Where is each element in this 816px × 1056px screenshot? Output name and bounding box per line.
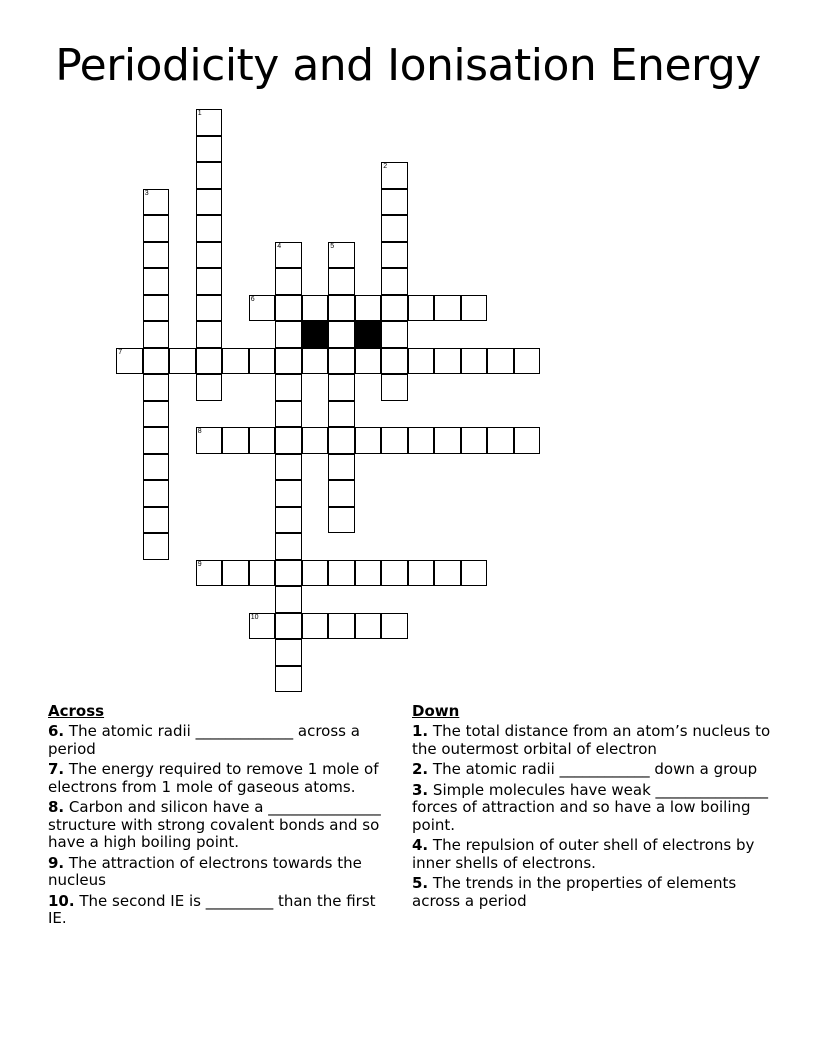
clue-number: 9. (48, 853, 65, 872)
grid-cell[interactable] (169, 348, 196, 375)
grid-cell[interactable] (355, 560, 382, 587)
grid-cell[interactable] (487, 427, 514, 454)
grid-cell[interactable] (408, 427, 435, 454)
across-clues (48, 702, 398, 931)
clue-across-6 (48, 723, 398, 758)
clue-number-label: 6 (250, 295, 255, 303)
grid-cell[interactable] (275, 242, 302, 269)
clue-number: 3. (412, 780, 429, 799)
grid-cell[interactable] (196, 189, 223, 216)
grid-cell[interactable] (514, 427, 541, 454)
clue-number: 7. (48, 760, 65, 778)
grid-cell[interactable] (275, 321, 302, 348)
grid-cell[interactable] (196, 215, 223, 242)
clue-number-label: 9 (197, 560, 202, 568)
clue-down-3 (412, 782, 772, 835)
clue-text: Carbon and silicon have a _______________ structure with strong covalent bonds and so have a high boiling point. (48, 798, 381, 851)
grid-cell[interactable] (222, 427, 249, 454)
down-heading: Down (412, 702, 460, 720)
grid-cell[interactable] (381, 348, 408, 375)
grid-cell[interactable] (143, 401, 170, 428)
grid-cell[interactable] (196, 560, 223, 587)
grid-cell[interactable] (249, 427, 276, 454)
grid-cell[interactable] (461, 560, 488, 587)
clue-number: 10. (48, 891, 75, 910)
clue-down-5 (412, 875, 772, 910)
grid-cell[interactable] (302, 348, 329, 375)
grid-cell[interactable] (275, 613, 302, 640)
grid-cell[interactable] (249, 348, 276, 375)
grid-cell[interactable] (328, 560, 355, 587)
grid-cell[interactable] (355, 295, 382, 322)
grid-cell[interactable] (302, 295, 329, 322)
clue-text: The trends in the properties of elements across a period (412, 874, 737, 910)
clue-text: The total distance from an atom’s nucleus to the outermost orbital of electron (412, 722, 771, 758)
grid-cell[interactable] (328, 268, 355, 295)
grid-cell[interactable] (196, 242, 223, 269)
grid-cell[interactable] (381, 215, 408, 242)
grid-cell[interactable] (249, 295, 276, 322)
grid-cell[interactable] (143, 427, 170, 454)
grid-cell[interactable] (275, 268, 302, 295)
grid-cell[interactable] (302, 427, 329, 454)
grid-cell[interactable] (196, 162, 223, 189)
grid-cell[interactable] (275, 427, 302, 454)
grid-cell[interactable] (143, 295, 170, 322)
grid-cell[interactable] (143, 242, 170, 269)
clue-down-2 (412, 761, 772, 779)
grid-cell[interactable] (434, 560, 461, 587)
clue-number: 2. (412, 760, 429, 778)
grid-cell[interactable] (381, 268, 408, 295)
clue-number: 8. (48, 798, 65, 816)
grid-cell[interactable] (116, 348, 143, 375)
clue-across-9 (48, 855, 398, 890)
grid-cell[interactable] (275, 401, 302, 428)
clue-number-label: 7 (118, 348, 123, 356)
clue-across-8 (48, 799, 398, 852)
grid-cell[interactable] (249, 560, 276, 587)
down-clues (412, 702, 772, 913)
grid-cell[interactable] (196, 427, 223, 454)
grid-cell[interactable] (408, 560, 435, 587)
grid-cell[interactable] (143, 454, 170, 481)
grid-cell[interactable] (196, 321, 223, 348)
clue-number-label: 2 (383, 163, 388, 171)
grid-cell[interactable] (514, 348, 541, 375)
clue-number-label: 5 (330, 242, 335, 250)
grid-cell[interactable] (302, 560, 329, 587)
grid-cell[interactable] (408, 295, 435, 322)
grid-cell[interactable] (461, 295, 488, 322)
clue-number: 4. (412, 836, 429, 854)
grid-cell[interactable] (328, 427, 355, 454)
clue-number: 5. (412, 874, 429, 892)
grid-cell[interactable] (143, 480, 170, 507)
grid-cell[interactable] (302, 613, 329, 640)
grid-cell[interactable] (249, 613, 276, 640)
clue-down-4 (412, 837, 772, 872)
clue-down-1 (412, 723, 772, 758)
grid-cell[interactable] (196, 348, 223, 375)
grid-cell[interactable] (328, 507, 355, 534)
grid-cell[interactable] (328, 401, 355, 428)
clue-text: The energy required to remove 1 mole of electrons from 1 mole of gaseous atoms. (48, 760, 379, 796)
grid-cell[interactable] (143, 507, 170, 534)
grid-cell[interactable] (143, 268, 170, 295)
grid-cell[interactable] (275, 560, 302, 587)
grid-cell[interactable] (381, 242, 408, 269)
clue-text: The atomic radii ____________ down a group (432, 760, 758, 778)
clue-text: The second IE is _________ than the first IE. (48, 891, 376, 927)
black-cell (302, 321, 329, 348)
grid-cell[interactable] (328, 613, 355, 640)
clue-number-label: 4 (277, 242, 282, 250)
grid-cell[interactable] (275, 586, 302, 613)
grid-cell[interactable] (434, 295, 461, 322)
clue-number-label: 8 (197, 428, 202, 436)
grid-cell[interactable] (381, 560, 408, 587)
grid-cell[interactable] (275, 507, 302, 534)
grid-cell[interactable] (143, 215, 170, 242)
grid-cell[interactable] (196, 109, 223, 136)
grid-cell[interactable] (328, 348, 355, 375)
grid-cell[interactable] (275, 666, 302, 693)
grid-cell[interactable] (275, 348, 302, 375)
grid-cell[interactable] (275, 374, 302, 401)
grid-cell[interactable] (275, 454, 302, 481)
grid-cell[interactable] (222, 348, 249, 375)
clue-text: The atomic radii _____________ across a period (48, 722, 360, 758)
clue-number-label: 1 (197, 110, 202, 118)
grid-cell[interactable] (196, 295, 223, 322)
grid-cell[interactable] (275, 480, 302, 507)
grid-cell[interactable] (328, 321, 355, 348)
grid-cell[interactable] (328, 454, 355, 481)
grid-cell[interactable] (487, 348, 514, 375)
clue-across-10 (48, 893, 398, 928)
black-cell (355, 321, 382, 348)
grid-cell[interactable] (461, 348, 488, 375)
grid-cell[interactable] (355, 348, 382, 375)
grid-cell[interactable] (196, 374, 223, 401)
clue-number-label: 3 (144, 189, 149, 197)
clue-number: 1. (412, 722, 429, 740)
grid-cell[interactable] (434, 427, 461, 454)
across-heading: Across (48, 702, 105, 720)
grid-cell[interactable] (381, 321, 408, 348)
grid-cell[interactable] (355, 613, 382, 640)
grid-cell[interactable] (143, 374, 170, 401)
clue-text: The attraction of electrons towards the nucleus (48, 853, 362, 889)
grid-cell[interactable] (275, 295, 302, 322)
grid-cell[interactable] (328, 480, 355, 507)
grid-cell[interactable] (143, 533, 170, 560)
clue-text: The repulsion of outer shell of electrons by inner shells of electrons. (412, 836, 755, 872)
clue-number: 6. (48, 722, 65, 740)
clue-text: Simple molecules have weak _______________ forces of attraction and so have a low boiling point. (412, 780, 769, 834)
grid-cell[interactable] (143, 321, 170, 348)
grid-cell[interactable] (381, 295, 408, 322)
grid-cell[interactable] (196, 136, 223, 163)
grid-cell[interactable] (381, 427, 408, 454)
page-title: Periodicity and Ionisation Energy (55, 40, 761, 91)
grid-cell[interactable] (461, 427, 488, 454)
grid-cell[interactable] (355, 427, 382, 454)
grid-cell[interactable] (328, 295, 355, 322)
grid-cell[interactable] (381, 374, 408, 401)
grid-cell[interactable] (328, 374, 355, 401)
grid-cell[interactable] (222, 560, 249, 587)
grid-cell[interactable] (143, 189, 170, 216)
grid-cell[interactable] (434, 348, 461, 375)
grid-cell[interactable] (408, 348, 435, 375)
grid-cell[interactable] (275, 533, 302, 560)
grid-cell[interactable] (381, 189, 408, 216)
grid-cell[interactable] (381, 613, 408, 640)
grid-cell[interactable] (328, 242, 355, 269)
clue-number-label: 10 (250, 613, 259, 621)
clue-across-7 (48, 761, 398, 796)
grid-cell[interactable] (196, 268, 223, 295)
grid-cell[interactable] (381, 162, 408, 189)
grid-cell[interactable] (275, 639, 302, 666)
grid-cell[interactable] (143, 348, 170, 375)
